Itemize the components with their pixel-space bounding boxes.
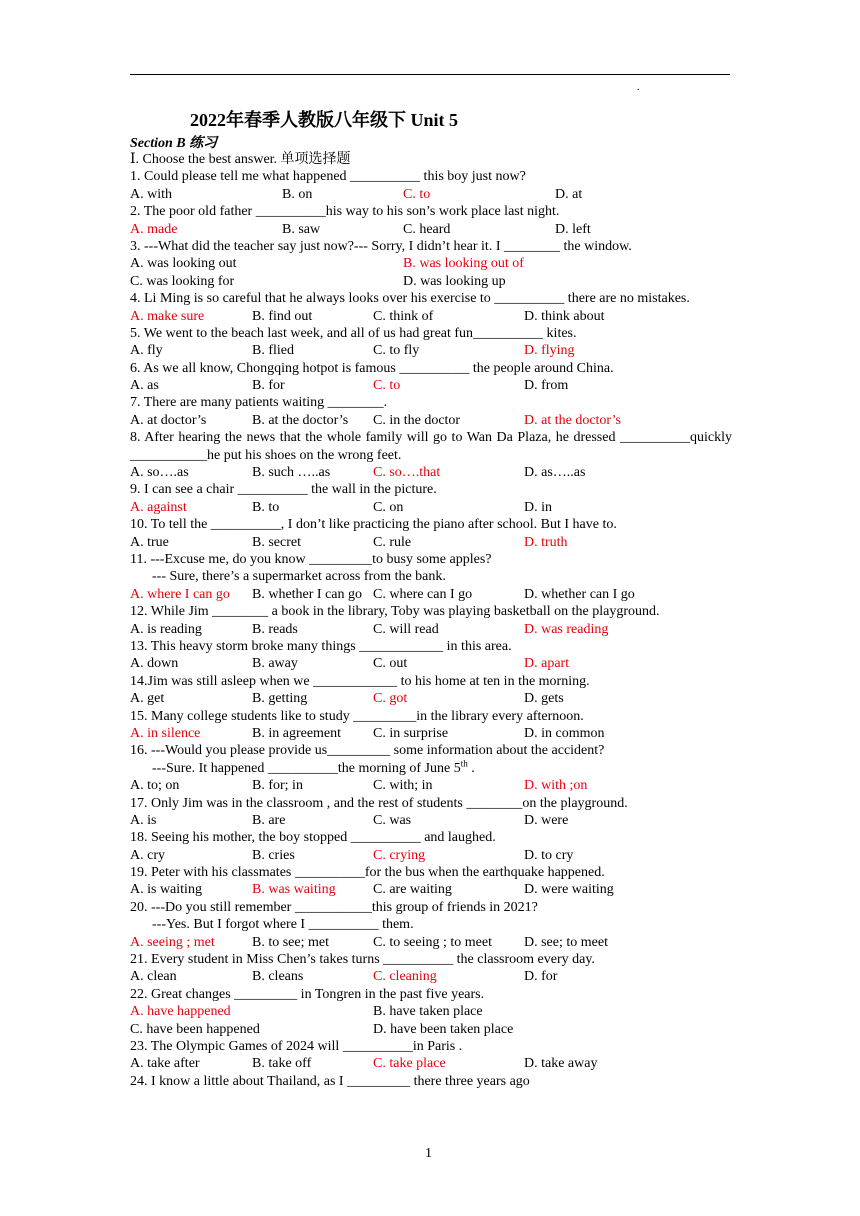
answer-option: B. at the doctor’s [252, 412, 349, 428]
dialogue-text: --- Sure, there’s a supermarket across from the bank. [152, 569, 446, 585]
dialogue-end: . [467, 760, 475, 776]
answer-option: B. whether I can go [252, 586, 363, 602]
answer-option: B. for; in [252, 778, 303, 794]
question-text: 23. The Olympic Games of 2024 will __________in Paris . [130, 1038, 463, 1054]
options-row [130, 847, 732, 864]
question-text: 21. Every student in Miss Chen’s takes turns __________ the classroom every day. [130, 952, 595, 968]
answer-option: A. was looking out [130, 256, 237, 272]
answer-option-correct: D. at the doctor’s [524, 412, 621, 428]
answer-option: D. was looking up [403, 273, 506, 289]
options-row [130, 934, 732, 951]
answer-option: C. to seeing ; to meet [373, 934, 492, 950]
answer-option-correct: C. to [373, 378, 401, 394]
answer-option: C. have been happened [130, 1021, 260, 1037]
answer-option: D. from [524, 378, 569, 394]
answer-option: C. was looking for [130, 273, 235, 289]
options-row [130, 1021, 732, 1038]
question-text: 17. Only Jim was in the classroom , and the rest of students ________on the playground. [130, 795, 628, 811]
answer-option: B. for [252, 378, 285, 394]
answer-option-correct: C. got [373, 691, 408, 707]
options-row [130, 881, 732, 898]
answer-option: C. where can I go [373, 586, 473, 602]
answer-option: A. is reading [130, 621, 202, 637]
options-row [130, 499, 732, 516]
question-text: 11. ---Excuse me, do you know _________to busy some apples? [130, 552, 492, 568]
answer-option-correct: A. make sure [130, 308, 205, 324]
answer-option: C. on [373, 499, 404, 515]
header-rule [130, 74, 730, 75]
options-row [130, 464, 732, 481]
answer-option: B. flied [252, 343, 294, 359]
answer-option: D. as…..as [524, 465, 586, 481]
options-row [130, 621, 732, 638]
dialogue-text: ---Yes. But I forgot where I __________ them. [152, 917, 414, 933]
question-text: 22. Great changes _________ in Tongren in the past five years. [130, 986, 485, 1002]
answer-option: C. are waiting [373, 882, 452, 898]
answer-option: D. think about [524, 308, 605, 324]
answer-option: A. true [130, 534, 169, 550]
question-dialogue-line [130, 568, 732, 585]
question-text: 3. ---What did the teacher say just now?--- Sorry, I didn’t hear it. I ________ the window. [130, 238, 632, 254]
answer-option: A. so….as [130, 465, 189, 481]
answer-option: C. was [373, 812, 412, 828]
options-row [130, 308, 732, 325]
question-list [130, 151, 732, 1090]
answer-option-correct: C. cleaning [373, 969, 437, 985]
question-dialogue-line [130, 916, 732, 933]
question-text: 16. ---Would you please provide us_________ some information about the accident? [130, 743, 605, 759]
answer-option: A. to; on [130, 778, 180, 794]
question-text: 12. While Jim ________ a book in the library, Toby was playing basketball on the playground. [130, 604, 660, 620]
options-row [130, 586, 732, 603]
dialogue-text: ---Sure. It happened __________the morning of June 5 [152, 760, 461, 776]
question-text: 24. I know a little about Thailand, as I _________ there three years ago [130, 1073, 530, 1089]
answer-option: A. clean [130, 969, 177, 985]
options-row [130, 534, 732, 551]
answer-option-correct: C. crying [373, 847, 426, 863]
question-text: 7. There are many patients waiting ________. [130, 395, 388, 411]
answer-option-correct: A. have happened [130, 1004, 231, 1020]
question-text: 14.Jim was still asleep when we ____________ to his home at ten in the morning. [130, 673, 590, 689]
answer-option: B. cleans [252, 969, 304, 985]
answer-option: B. are [252, 812, 286, 828]
answer-option-correct: A. against [130, 499, 187, 515]
answer-option-correct: A. where I can go [130, 586, 230, 602]
answer-option: B. saw [282, 221, 321, 237]
answer-option: D. in [524, 499, 552, 515]
answer-option-correct: D. was reading [524, 621, 609, 637]
options-row [130, 221, 732, 238]
options-row [130, 655, 732, 672]
question-text: 15. Many college students like to study _________in the library every afternoon. [130, 708, 584, 724]
header-dot: . [637, 82, 640, 93]
answer-option: D. to cry [524, 847, 574, 863]
question-dialogue-line [130, 760, 732, 777]
superscript: th [460, 758, 468, 769]
question-text: 20. ---Do you still remember ___________this group of friends in 2021? [130, 899, 538, 915]
answer-option: B. reads [252, 621, 298, 637]
answer-option: B. on [282, 186, 313, 202]
answer-option: C. to fly [373, 343, 420, 359]
answer-option: B. secret [252, 534, 301, 550]
question-text: 2. The poor old father __________his way to his son’s work place last night. [130, 204, 560, 220]
answer-option: A. with [130, 186, 172, 202]
answer-option: D. see; to meet [524, 934, 608, 950]
answer-option: B. to see; met [252, 934, 329, 950]
question-text: 13. This heavy storm broke many things ____________ in this area. [130, 638, 512, 654]
answer-option-correct: D. with ;on [524, 778, 588, 794]
options-row [130, 690, 732, 707]
question-text: 5. We went to the beach last week, and all of us had great fun__________ kites. [130, 325, 577, 341]
options-row [130, 725, 732, 742]
answer-option: D. left [555, 221, 591, 237]
question-text: 18. Seeing his mother, the boy stopped __________ and laughed. [130, 830, 496, 846]
question-text: 4. Li Ming is so careful that he always looks over his exercise to __________ there are no mistakes. [130, 291, 690, 307]
answer-option: A. is waiting [130, 882, 202, 898]
answer-option: A. at doctor’s [130, 412, 207, 428]
answer-option: B. to [252, 499, 280, 515]
answer-option-correct: D. flying [524, 343, 575, 359]
answer-option-correct: D. truth [524, 534, 568, 550]
answer-option: C. out [373, 656, 408, 672]
answer-option: C. heard [403, 221, 451, 237]
answer-option-correct: A. seeing ; met [130, 934, 215, 950]
options-row [130, 412, 732, 429]
answer-option: D. whether can I go [524, 586, 635, 602]
question-text: 1. Could please tell me what happened __________ this boy just now? [130, 169, 526, 185]
question-text: 10. To tell the __________, I don’t like practicing the piano after school. But I have to. [130, 517, 617, 533]
options-row [130, 255, 732, 272]
answer-option: A. fly [130, 343, 163, 359]
answer-option-correct: B. was waiting [252, 882, 336, 898]
answer-option: B. take off [252, 1056, 312, 1072]
answer-option: A. is [130, 812, 157, 828]
answer-option: D. at [555, 186, 583, 202]
answer-option-correct: A. in silence [130, 725, 201, 741]
page-title: 2022年春季人教版八年级下 Unit 5 [190, 110, 459, 130]
answer-option: B. have taken place [373, 1004, 483, 1020]
answer-option: A. as [130, 378, 159, 394]
answer-option-correct: C. so….that [373, 465, 441, 481]
options-row [130, 968, 732, 985]
answer-option: A. take after [130, 1056, 200, 1072]
options-row [130, 342, 732, 359]
answer-option: A. get [130, 691, 165, 707]
answer-option: C. will read [373, 621, 439, 637]
answer-option: C. in the doctor [373, 412, 461, 428]
answer-option: D. for [524, 969, 558, 985]
options-row [130, 812, 732, 829]
answer-option: D. have been taken place [373, 1021, 514, 1037]
answer-option: B. find out [252, 308, 313, 324]
question-text: 8. After hearing the news that the whole family will go to Wan Da Plaza, he dressed __________quickly ___________he put his shoes on the wrong feet. [130, 430, 732, 463]
options-row [130, 186, 732, 203]
answer-option-correct: A. made [130, 221, 178, 237]
answer-option: A. cry [130, 847, 165, 863]
options-row [130, 377, 732, 394]
answer-option: C. with; in [373, 778, 433, 794]
answer-option: D. take away [524, 1056, 598, 1072]
page-number: 1 [425, 1146, 432, 1161]
options-row [130, 273, 732, 290]
options-row [130, 777, 732, 794]
answer-option: B. cries [252, 847, 295, 863]
answer-option: C. think of [373, 308, 434, 324]
answer-option: D. in common [524, 725, 605, 741]
answer-option: D. gets [524, 691, 564, 707]
answer-option-correct: D. apart [524, 656, 570, 672]
answer-option: D. were [524, 812, 569, 828]
answer-option: B. such …..as [252, 465, 331, 481]
instruction: Ⅰ. Choose the best answer. 单项选择题 [130, 152, 351, 167]
answer-option: B. away [252, 656, 298, 672]
answer-option: C. in surprise [373, 725, 449, 741]
answer-option-correct: B. was looking out of [403, 256, 524, 272]
answer-option: D. were waiting [524, 882, 614, 898]
options-row [130, 1055, 732, 1072]
section-heading: Section B 练习 [130, 136, 218, 151]
answer-option-correct: C. take place [373, 1056, 446, 1072]
answer-option-correct: C. to [403, 186, 431, 202]
answer-option: C. rule [373, 534, 412, 550]
answer-option: B. getting [252, 691, 308, 707]
options-row [130, 1003, 732, 1020]
answer-option: A. down [130, 656, 179, 672]
question-text: 6. As we all know, Chongqing hotpot is famous __________ the people around China. [130, 360, 614, 376]
question-text: 19. Peter with his classmates __________for the bus when the earthquake happened. [130, 865, 605, 881]
question-text: 9. I can see a chair __________ the wall in the picture. [130, 482, 437, 498]
answer-option: B. in agreement [252, 725, 342, 741]
